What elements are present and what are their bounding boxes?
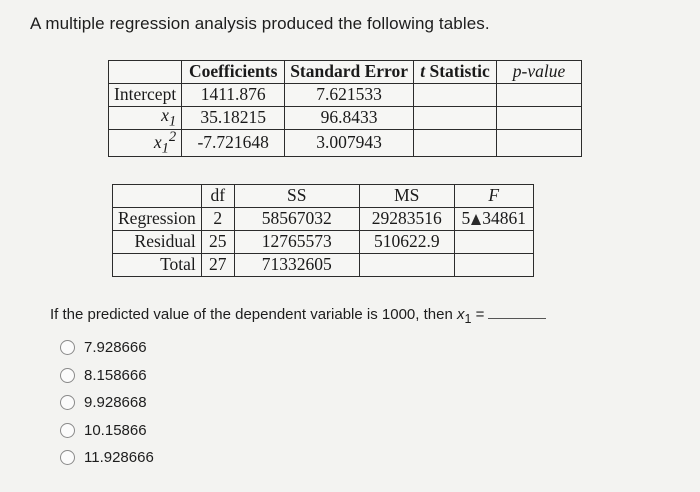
coef-header-blank bbox=[109, 61, 182, 84]
t-stat-value bbox=[414, 84, 497, 107]
radio-button[interactable] bbox=[60, 395, 75, 410]
problem-prompt: A multiple regression analysis produced the following tables. bbox=[30, 14, 490, 33]
coef-header-std-error: Standard Error bbox=[285, 61, 414, 84]
anova-ms: 29283516 bbox=[359, 208, 454, 231]
anova-source: Regression bbox=[113, 208, 202, 231]
coef-header-row bbox=[109, 61, 582, 84]
option-label: 8.158666 bbox=[84, 366, 147, 384]
question-variable: x bbox=[456, 306, 465, 323]
option-label: 7.928666 bbox=[84, 339, 147, 357]
coef-row-x1 bbox=[109, 107, 582, 130]
cursor-icon bbox=[471, 214, 481, 225]
answer-option[interactable] bbox=[60, 362, 154, 390]
answer-blank bbox=[488, 306, 546, 319]
answer-options bbox=[60, 334, 154, 472]
question-equals: = bbox=[471, 306, 485, 323]
option-label: 11.928666 bbox=[84, 449, 154, 467]
coef-header-p-value: p-value bbox=[497, 61, 582, 84]
radio-button[interactable] bbox=[60, 423, 75, 438]
coefficients-table bbox=[108, 60, 582, 157]
option-label: 9.928668 bbox=[84, 394, 147, 412]
coef-header-t-stat bbox=[414, 61, 497, 84]
p-value-value bbox=[497, 130, 582, 157]
anova-row-regression bbox=[113, 208, 534, 231]
answer-option[interactable] bbox=[60, 444, 154, 472]
p-value-value bbox=[497, 84, 582, 107]
anova-f bbox=[454, 208, 533, 231]
anova-row-total bbox=[113, 254, 534, 277]
question-text bbox=[50, 306, 546, 326]
anova-header-blank bbox=[113, 185, 202, 208]
radio-button[interactable] bbox=[60, 368, 75, 383]
anova-source: Total bbox=[113, 254, 202, 277]
anova-row-residual bbox=[113, 231, 534, 254]
anova-df: 27 bbox=[201, 254, 234, 277]
anova-ms bbox=[359, 254, 454, 277]
anova-header-f: F bbox=[454, 185, 533, 208]
coef-row-x1-squared bbox=[109, 130, 582, 157]
anova-ss: 58567032 bbox=[234, 208, 359, 231]
f-left: 5 bbox=[461, 208, 471, 229]
radio-button[interactable] bbox=[60, 450, 75, 465]
t-stat-value bbox=[414, 130, 497, 157]
p-value-value bbox=[497, 107, 582, 130]
answer-option[interactable] bbox=[60, 334, 154, 362]
question-subscript: 1 bbox=[464, 312, 472, 326]
coef-value: 1411.876 bbox=[182, 84, 285, 107]
radio-button[interactable] bbox=[60, 340, 75, 355]
anova-f bbox=[454, 231, 533, 254]
anova-ms: 510622.9 bbox=[359, 231, 454, 254]
coef-row-intercept bbox=[109, 84, 582, 107]
anova-table bbox=[112, 184, 534, 277]
coef-label bbox=[109, 107, 182, 130]
anova-header-df: df bbox=[201, 185, 234, 208]
anova-df: 2 bbox=[201, 208, 234, 231]
std-error-value: 7.621533 bbox=[285, 84, 414, 107]
coef-value: 35.18215 bbox=[182, 107, 285, 130]
answer-option[interactable] bbox=[60, 417, 154, 445]
anova-header-ss: SS bbox=[234, 185, 359, 208]
coef-label bbox=[109, 130, 182, 157]
t-italic: t bbox=[420, 61, 426, 82]
question-lead: If the predicted value of the dependent variable is 1000, then bbox=[50, 306, 457, 323]
x1-squared-label-symbol: $x_1^2$ bbox=[153, 129, 177, 157]
anova-source: Residual bbox=[113, 231, 202, 254]
x1-label-symbol: $x_1$ bbox=[161, 105, 177, 130]
std-error-value: 96.8433 bbox=[285, 107, 414, 130]
f-right: 34861 bbox=[482, 208, 527, 229]
anova-ss: 71332605 bbox=[234, 254, 359, 277]
std-error-value: 3.007943 bbox=[285, 130, 414, 157]
answer-option[interactable] bbox=[60, 389, 154, 417]
anova-df: 25 bbox=[201, 231, 234, 254]
anova-f bbox=[454, 254, 533, 277]
t-stat-value bbox=[414, 107, 497, 130]
coef-header-coefficients: Coefficients bbox=[182, 61, 285, 84]
anova-header-ms: MS bbox=[359, 185, 454, 208]
coef-label: Intercept bbox=[109, 84, 182, 107]
t-rest: Statistic bbox=[425, 61, 490, 82]
anova-header-row bbox=[113, 185, 534, 208]
anova-ss: 12765573 bbox=[234, 231, 359, 254]
option-label: 10.15866 bbox=[84, 421, 147, 439]
coef-value: -7.721648 bbox=[182, 130, 285, 157]
